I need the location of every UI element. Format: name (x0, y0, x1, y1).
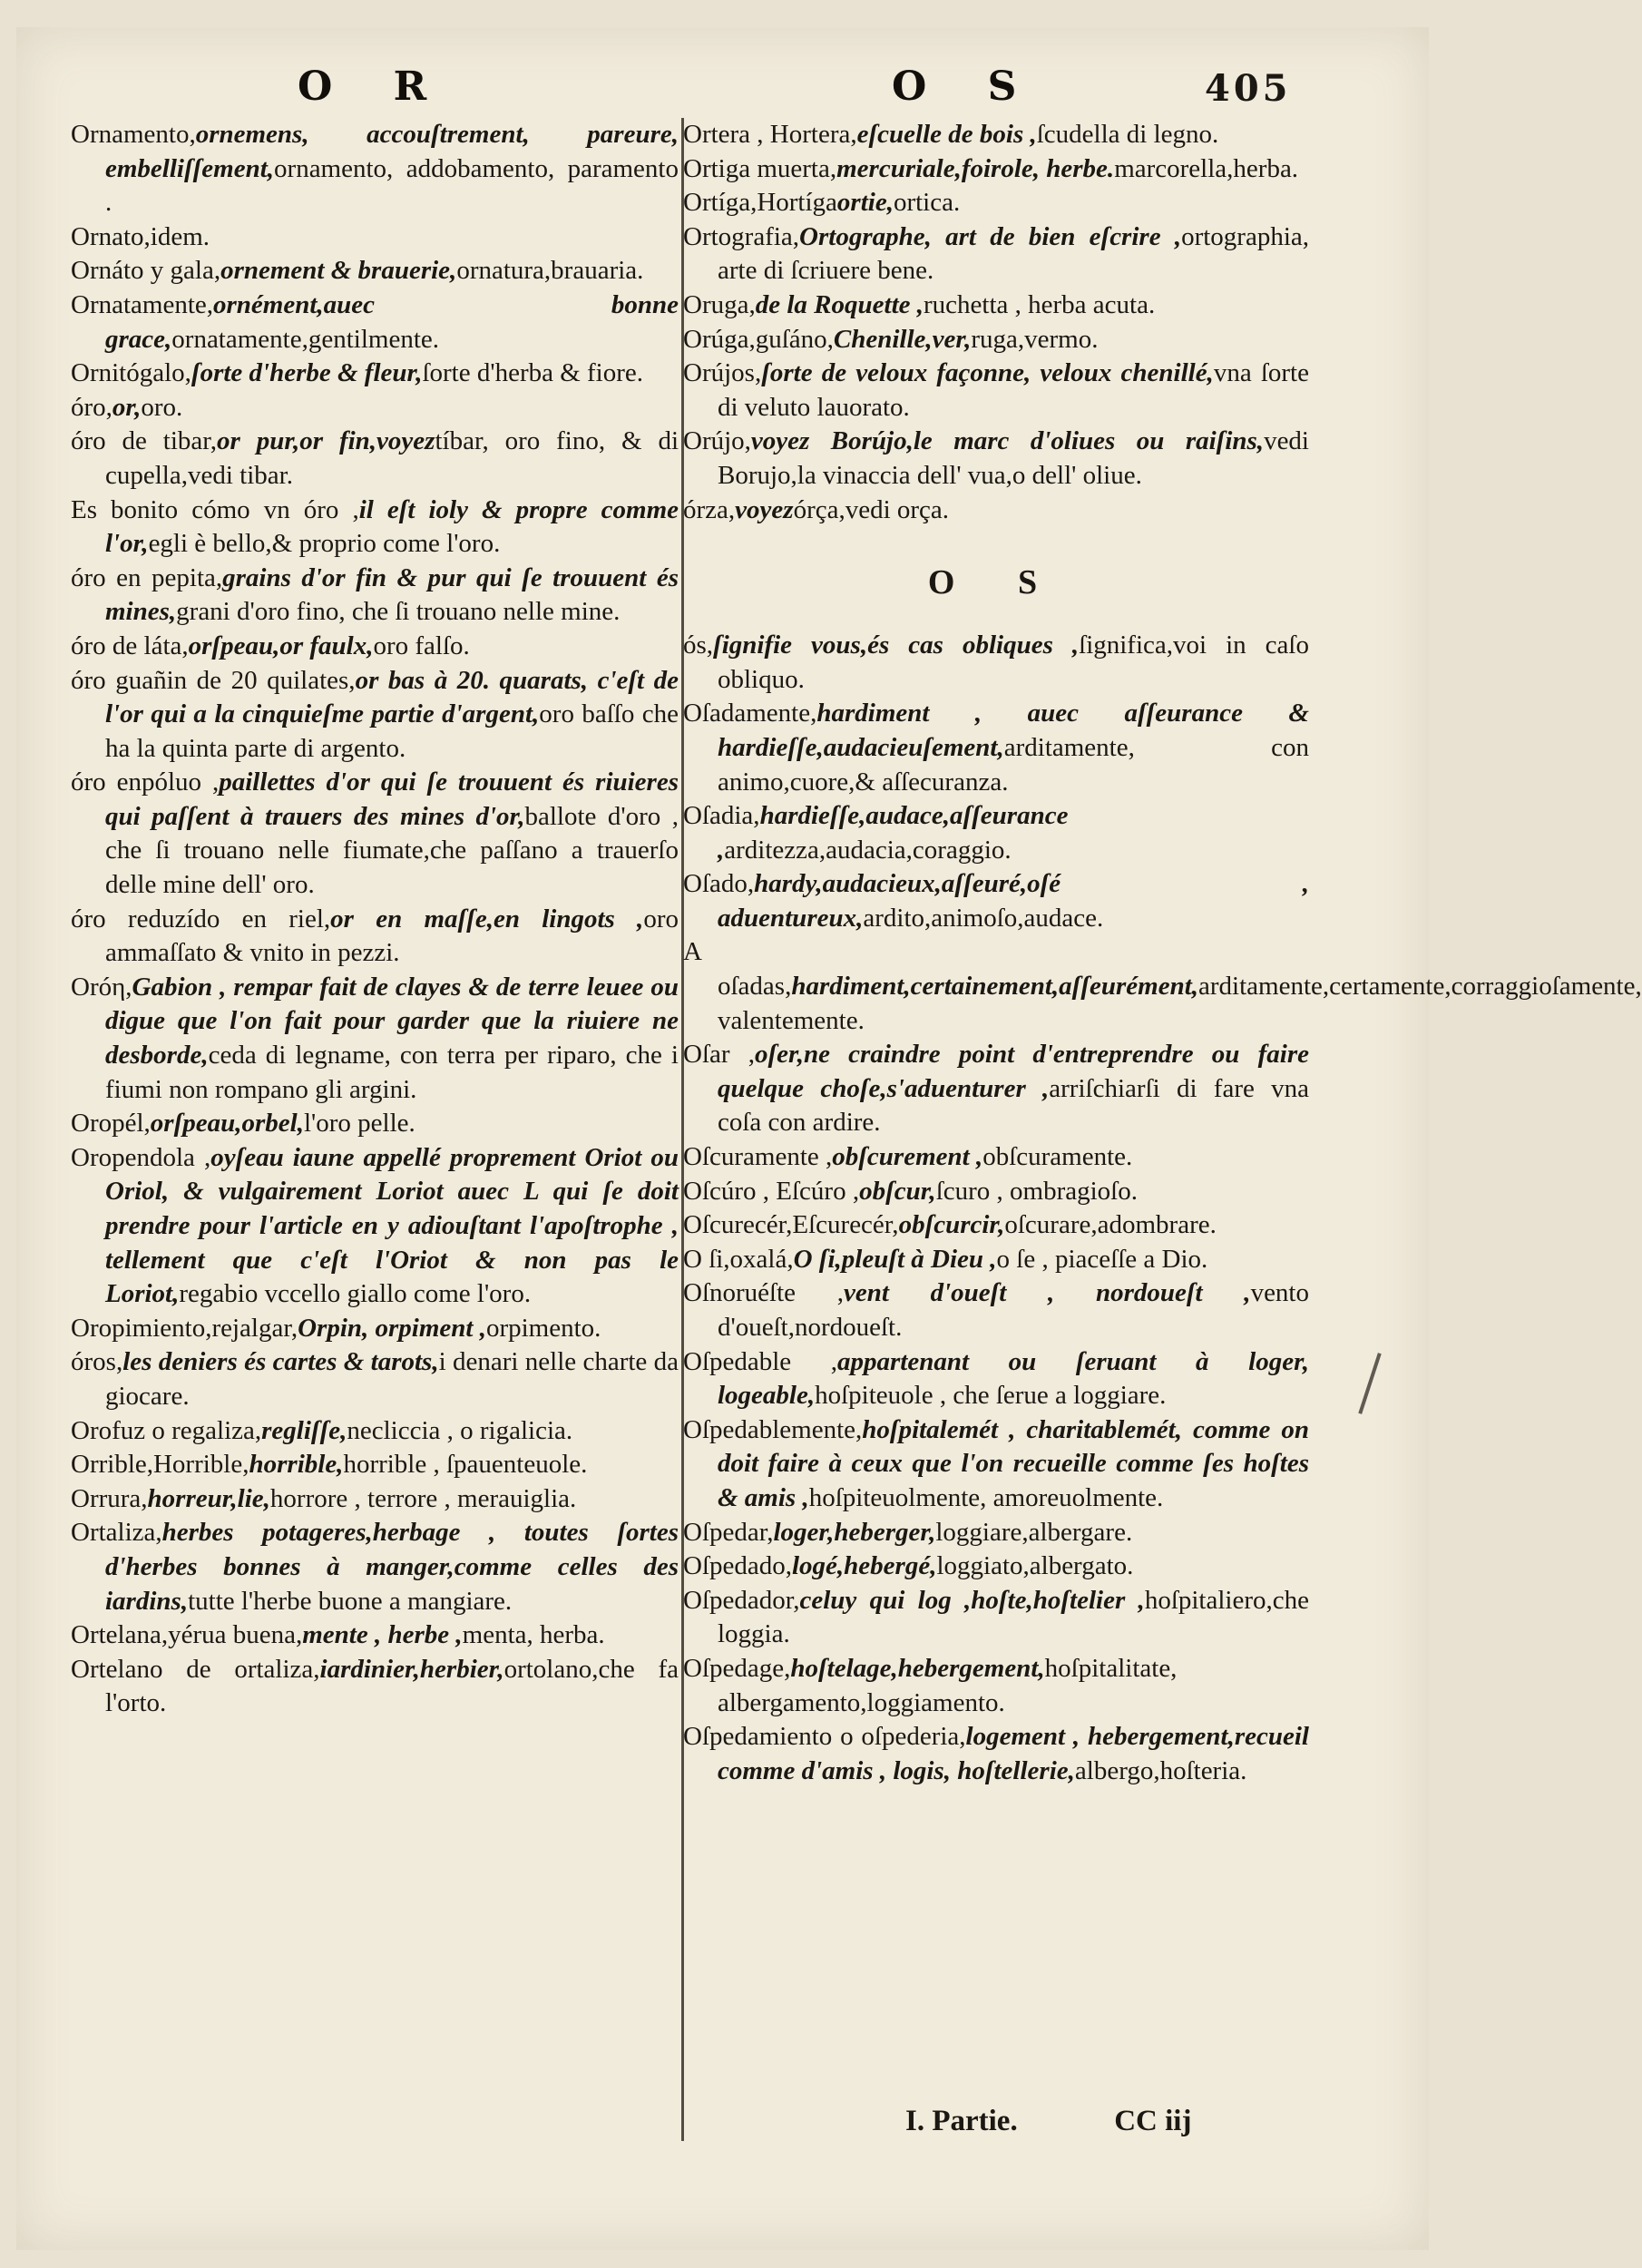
page-footer (905, 2105, 1191, 2138)
entry-french: obſcur, (859, 1176, 936, 1206)
entry-italian: ortographia, arte di ſcriuere bene. (718, 221, 1309, 286)
entry-headword: ós, (683, 631, 714, 660)
entry-italian: obſcuramente. (982, 1142, 1133, 1172)
entry-headword: Ortelano de ortaliza, (71, 1654, 320, 1684)
entry-italian: hoſpitaliero,che loggia. (718, 1585, 1309, 1649)
footer-part: I. Partie. (905, 2105, 1018, 2137)
dictionary-entry (683, 935, 1642, 1038)
entry-italian: hoſpiteuolmente, amoreuolmente. (808, 1482, 1164, 1512)
entry-italian: orpimento. (485, 1313, 601, 1343)
dictionary-entry (71, 1414, 679, 1449)
entry-italian: tutte l'herbe buone a mangiare. (188, 1586, 513, 1616)
entry-italian: loggiato,albergato. (936, 1551, 1134, 1581)
entry-italian: horrore , terrore , merauiglia. (269, 1483, 577, 1513)
entry-headword: A oſadas, (683, 937, 792, 1002)
section-heading: O S (927, 563, 1065, 602)
entry-italian: albergo,hoſteria. (1074, 1755, 1247, 1785)
dictionary-entry (683, 1208, 1309, 1243)
dictionary-entry (71, 903, 679, 971)
entry-french: horrible, (249, 1450, 344, 1480)
entry-headword: Oſpedablemente, (683, 1414, 863, 1444)
entry-italian: hoſpitalitate, albergamento,loggiamento. (718, 1653, 1178, 1717)
dictionary-entry (683, 1243, 1309, 1277)
entry-headword: Orúga,guſáno, (683, 324, 834, 354)
entry-headword: Orújos, (683, 358, 762, 388)
dictionary-entry (71, 562, 679, 630)
dictionary-entry (71, 1141, 679, 1312)
entry-french: oyſeau iaune appellé proprement Oriot ou Oriol, & vulgairement Loriot auec L qui ſe doit prendre pour l'article en y adiouſtant l'apoſtrophe , tellement que c'eſt l'Oriot & non pas le Loriot, (105, 1142, 679, 1309)
entry-headword: Oſadia, (683, 801, 760, 831)
entry-headword: Ornato,idem. (71, 221, 210, 251)
dictionary-entry (683, 186, 1309, 220)
dictionary-entry (71, 766, 679, 902)
dictionary-entry (683, 1516, 1309, 1550)
entry-headword: óro de tibar, (71, 426, 218, 456)
dictionary-entry (683, 1345, 1309, 1413)
dictionary-entry (71, 357, 679, 391)
dictionary-entry (71, 220, 679, 255)
entry-french: Orpin, orpiment , (298, 1313, 486, 1343)
entry-italian: ſcuro , ombragioſo. (935, 1176, 1138, 1206)
entry-french: O ſi,pleuſt à Dieu , (793, 1244, 997, 1274)
entry-italian: ornatamente,gentilmente. (171, 324, 439, 354)
dictionary-entry (71, 1448, 679, 1482)
entry-headword: Ornatamente, (71, 289, 214, 319)
entry-french: or pur,or fin,voyez (217, 426, 435, 456)
dictionary-entry (71, 1107, 679, 1141)
entry-italian: vna ſorte di veluto lauorato. (718, 358, 1309, 422)
entry-italian: ruchetta , herba acuta. (924, 289, 1156, 319)
dictionary-entry (683, 1413, 1309, 1516)
dictionary-entry (71, 630, 679, 664)
running-head-left: O R (298, 64, 451, 110)
dictionary-entry (683, 1140, 1309, 1175)
entry-headword: óro, (71, 392, 112, 422)
dictionary-entry (71, 118, 679, 220)
dictionary-entry (683, 494, 1309, 528)
entry-headword: Oropimiento,rejalgar, (71, 1313, 298, 1343)
entry-italian: ornatura,brauaria. (456, 256, 644, 286)
dictionary-entry (683, 629, 1309, 697)
entry-headword: Oſnoruéſte , (683, 1278, 844, 1308)
margin-mark (1358, 1353, 1381, 1414)
dictionary-entry (683, 1038, 1309, 1140)
entry-french: obſcurement , (832, 1142, 983, 1172)
entry-italian: ornamento, addobamento, paramento . (105, 153, 679, 218)
entry-headword: Oruga, (683, 289, 756, 319)
right-column (683, 118, 1642, 1788)
entry-french: horreur,lie, (147, 1483, 270, 1513)
entry-italian: regabio vccello giallo come l'oro. (179, 1279, 532, 1309)
entry-headword: Ortera , Hortera, (683, 120, 857, 149)
dictionary-entry (683, 697, 1309, 799)
footer-signature: CC iij (1114, 2105, 1192, 2137)
entry-french: ſorte de veloux façonne, veloux chenillé, (761, 358, 1214, 388)
dictionary-entry (71, 1482, 679, 1517)
entry-italian: vento d'oueſt,nordoueſt. (718, 1278, 1309, 1342)
entry-french: mercuriale,foirole, herbe. (836, 153, 1115, 183)
entry-italian: egli è bello,& proprio come l'oro. (148, 529, 501, 559)
entry-headword: Oróη, (71, 972, 132, 1002)
dictionary-entry (683, 152, 1309, 187)
entry-french: il eſt ioly & propre comme l'or, (105, 494, 679, 559)
entry-french: regliſſe, (261, 1415, 347, 1445)
dictionary-entry (71, 425, 679, 493)
entry-french: ornemens, accouſtrement, pareure, embelliſſement, (105, 120, 679, 183)
entry-headword: Oſpedar, (683, 1517, 774, 1547)
entry-french: de la Roquette , (755, 289, 924, 319)
entry-french: ortie, (836, 188, 894, 218)
entry-headword: Orújo, (683, 426, 751, 456)
entry-italian: ortica. (893, 188, 961, 218)
entry-french: eſcuelle de bois , (856, 120, 1037, 149)
entry-italian: loggiare,albergare. (935, 1517, 1133, 1547)
entry-headword: Oropendola , (71, 1142, 211, 1172)
entry-french: or bas à 20. quarats, c'eſt de l'or qui a la cinquieſme partie d'argent, (105, 665, 679, 729)
page-number: 405 (1205, 67, 1292, 110)
dictionary-entry (71, 494, 679, 562)
dictionary-entry (71, 254, 679, 288)
entry-french: herbes potageres,herbage , toutes ſortes d'herbes bonnes à manger,comme celles des iardins, (105, 1518, 679, 1616)
entry-french: appartenant ou ſeruant à loger, logeable, (718, 1346, 1310, 1411)
dictionary-entry (683, 357, 1309, 425)
entry-headword: Oſpedage, (683, 1653, 791, 1683)
entry-italian: oſcurare,adombrare. (1004, 1210, 1217, 1240)
entry-headword: Ornáto y gala, (71, 256, 221, 286)
entry-italian: oro baſſo che ha la quinta parte di argento. (105, 699, 679, 763)
entry-italian: necliccia , o rigalicia. (347, 1415, 573, 1445)
entry-headword: Orrible,Horrible, (71, 1450, 249, 1480)
entry-italian: órça,vedi orça. (793, 494, 950, 524)
dictionary-entry (683, 220, 1309, 288)
dictionary-entry (71, 1345, 679, 1413)
entry-french: ſignifie vous,és cas obliques , (713, 631, 1080, 660)
dictionary-entry (71, 1516, 679, 1618)
entry-italian: arditamente, con animo,cuore,& aſſecuranza. (718, 732, 1309, 797)
entry-italian: o ſe , piaceſſe a Dio. (996, 1244, 1208, 1274)
entry-italian: oro. (141, 392, 183, 422)
entry-french: hoſtelage,hebergement, (790, 1653, 1045, 1683)
dictionary-entry (683, 1549, 1309, 1584)
entry-headword: Ortelana,yérua buena, (71, 1620, 303, 1650)
entry-headword: Oſpedado, (683, 1551, 792, 1581)
entry-italian: tíbar, oro fino, & di cupella,vedi tibar. (105, 426, 679, 490)
dictionary-entry (683, 1175, 1309, 1209)
dictionary-entry (683, 425, 1309, 493)
entry-french: mente , herbe , (302, 1620, 463, 1650)
entry-headword: Ornitógalo, (71, 358, 191, 388)
entry-french: grains d'or fin & pur qui ſe trouuent és mines, (105, 562, 679, 627)
entry-headword: Orofuz o regaliza, (71, 1415, 262, 1445)
entry-headword: O ſi,oxalá, (683, 1244, 794, 1274)
left-column (71, 118, 679, 1721)
entry-headword: Oſcurecér,Eſcurecér, (683, 1210, 899, 1240)
entry-french: iardinier,herbier, (319, 1654, 504, 1684)
entry-french: hardy,audacieux,aſſeuré,oſé , aduentureux, (718, 869, 1309, 933)
entry-italian: marcorella,herba. (1114, 153, 1299, 183)
entry-headword: óro enpóluo , (71, 767, 220, 797)
entry-headword: Orrura, (71, 1483, 148, 1513)
entry-italian: oro falſo. (373, 631, 470, 660)
entry-italian: ſignifica,voi in caſo obliquo. (718, 631, 1309, 694)
entry-headword: Oropél, (71, 1109, 151, 1139)
dictionary-entry (683, 1652, 1309, 1720)
entry-headword: Oſpedador, (683, 1585, 800, 1615)
entry-french: paillettes d'or qui ſe trouuent és riuieres qui paſſent à trauers des mines d'or, (105, 767, 679, 831)
entry-french: obſcurcir, (898, 1210, 1005, 1240)
entry-headword: Oſpedamiento o oſpederia, (683, 1722, 966, 1752)
entry-headword: Oſcúro , Eſcúro , (683, 1176, 860, 1206)
dictionary-entry (683, 288, 1309, 323)
right-column-bottom (683, 629, 1642, 1788)
dictionary-entry (71, 1653, 679, 1721)
entry-french: oſer,ne craindre point d'entreprendre ou faire quelque choſe,s'aduenturer , (718, 1040, 1310, 1103)
entry-french: ornément,auec bonne grace, (105, 289, 679, 354)
entry-french: orſpeau,or faulx, (188, 631, 374, 660)
dictionary-entry (683, 1720, 1309, 1788)
entry-french: logement , hebergement,recueil comme d'amis , logis, hoſtellerie, (718, 1722, 1309, 1785)
dictionary-entry (683, 1584, 1309, 1652)
entry-headword: óro guañin de 20 quilates, (71, 665, 356, 695)
entry-italian: ballote d'oro , che ſi trouano nelle fiumate,che paſſano a trauerſo delle mine dell' oro. (105, 801, 679, 900)
entry-headword: óro reduzído en riel, (71, 904, 331, 934)
entry-italian: l'oro pelle. (303, 1109, 415, 1139)
entry-french: voyez Borújo,le marc d'oliues ou raiſins, (750, 426, 1265, 456)
dictionary-entry (71, 391, 679, 425)
entry-headword: Oſadamente, (683, 699, 817, 728)
dictionary-entry (71, 1312, 679, 1346)
entry-french: hoſpitalemét , charitablemét, comme on doit faire à ceux que l'on recueille comme ſes hoſtes & amis , (718, 1414, 1309, 1512)
entry-headword: Oſar , (683, 1040, 755, 1070)
entry-headword: Ortiga muerta, (683, 153, 837, 183)
right-column-top (683, 118, 1309, 527)
entry-french: Chenille,ver, (833, 324, 972, 354)
entry-french: vent d'oueſt , nordoueſt , (843, 1278, 1251, 1308)
entry-french: or en maſſe,en lingots , (330, 904, 644, 934)
entry-headword: Ortografia, (683, 221, 800, 251)
entry-headword: Oſpedable , (683, 1346, 838, 1376)
entry-italian: arriſchiarſi di fare vna coſa con ardire. (718, 1073, 1310, 1138)
dictionary-entry (683, 323, 1309, 357)
entry-french: les deniers és cartes & tarots, (122, 1347, 439, 1377)
dictionary-entry (683, 867, 1309, 935)
entry-french: voyez (735, 494, 794, 524)
dictionary-entry (683, 118, 1309, 152)
entry-french: Ortographe, art de bien eſcrire , (799, 221, 1182, 251)
entry-headword: Ortaliza, (71, 1518, 162, 1548)
dictionary-entry (71, 1618, 679, 1653)
entry-french: loger,heberger, (773, 1517, 936, 1547)
dictionary-entry (71, 971, 679, 1107)
entry-french: logé,hebergé, (792, 1551, 937, 1581)
entry-french: ſorte d'herbe & fleur, (191, 358, 423, 388)
entry-italian: ardito,animoſo,audace. (863, 903, 1104, 933)
entry-italian: arditezza,audacia,coraggio. (724, 835, 1012, 865)
entry-italian: menta, herba. (462, 1620, 605, 1650)
entry-french: ornement & brauerie, (220, 256, 457, 286)
entry-italian: ortolano,che fa l'orto. (105, 1654, 679, 1718)
entry-headword: Es bonito cómo vn óro , (71, 494, 359, 524)
entry-headword: óro de láta, (71, 631, 189, 660)
entry-french: orſpeau,orbel, (150, 1109, 304, 1139)
entry-headword: óros, (71, 1347, 123, 1377)
entry-italian: oro ammaſſato & vnito in pezzi. (105, 904, 679, 968)
entry-headword: Ornamento, (71, 120, 196, 149)
entry-headword: órza, (683, 494, 736, 524)
entry-italian: arditamente,certamente,corraggioſamente, valentemente. (718, 972, 1642, 1035)
dictionary-entry (71, 664, 679, 767)
dictionary-page (16, 27, 1642, 2250)
entry-italian: horrible , ſpauenteuole. (343, 1450, 588, 1480)
running-head-right: O S (892, 64, 1041, 110)
entry-headword: Oſcuramente , (683, 1142, 833, 1172)
entry-french: hardiment,certainement,aſſeurément, (791, 972, 1199, 1002)
entry-italian: ſcudella di legno. (1036, 120, 1219, 149)
dictionary-entry (683, 1276, 1309, 1344)
entry-italian: ceda di legname, con terra per riparo, che i fiumi non rompano gli argini. (105, 1041, 679, 1104)
entry-french: or, (112, 392, 142, 422)
dictionary-entry (683, 799, 1309, 867)
entry-french: Gabion , rempar fait de clayes & de terre leuee ou digue que l'on fait pour garder que la riuiere ne desborde, (105, 972, 679, 1070)
entry-italian: ſorte d'herba & fiore. (422, 358, 644, 388)
dictionary-entry (71, 288, 679, 357)
entry-italian: grani d'oro fino, che ſi trouano nelle mine. (176, 597, 621, 627)
entry-french: hardiment , auec aſſeurance & hardieſſe,audacieuſement, (718, 699, 1309, 762)
entry-french: celuy qui log ,hoſte,hoſtelier , (799, 1585, 1145, 1615)
entry-italian: vedi Borujo,la vinaccia dell' vua,o dell' oliue. (718, 426, 1309, 490)
entry-french: hardieſſe,audace,aſſeurance , (718, 801, 1069, 865)
entry-italian: i denari nelle charte da giocare. (105, 1347, 679, 1411)
entry-headword: óro en pepita, (71, 562, 223, 592)
entry-italian: ruga,vermo. (971, 324, 1099, 354)
entry-headword: Ortíga,Hortíga (683, 188, 837, 218)
entry-italian: hoſpiteuole , che ſerue a loggiare. (815, 1381, 1167, 1411)
entry-headword: Oſado, (683, 869, 755, 899)
